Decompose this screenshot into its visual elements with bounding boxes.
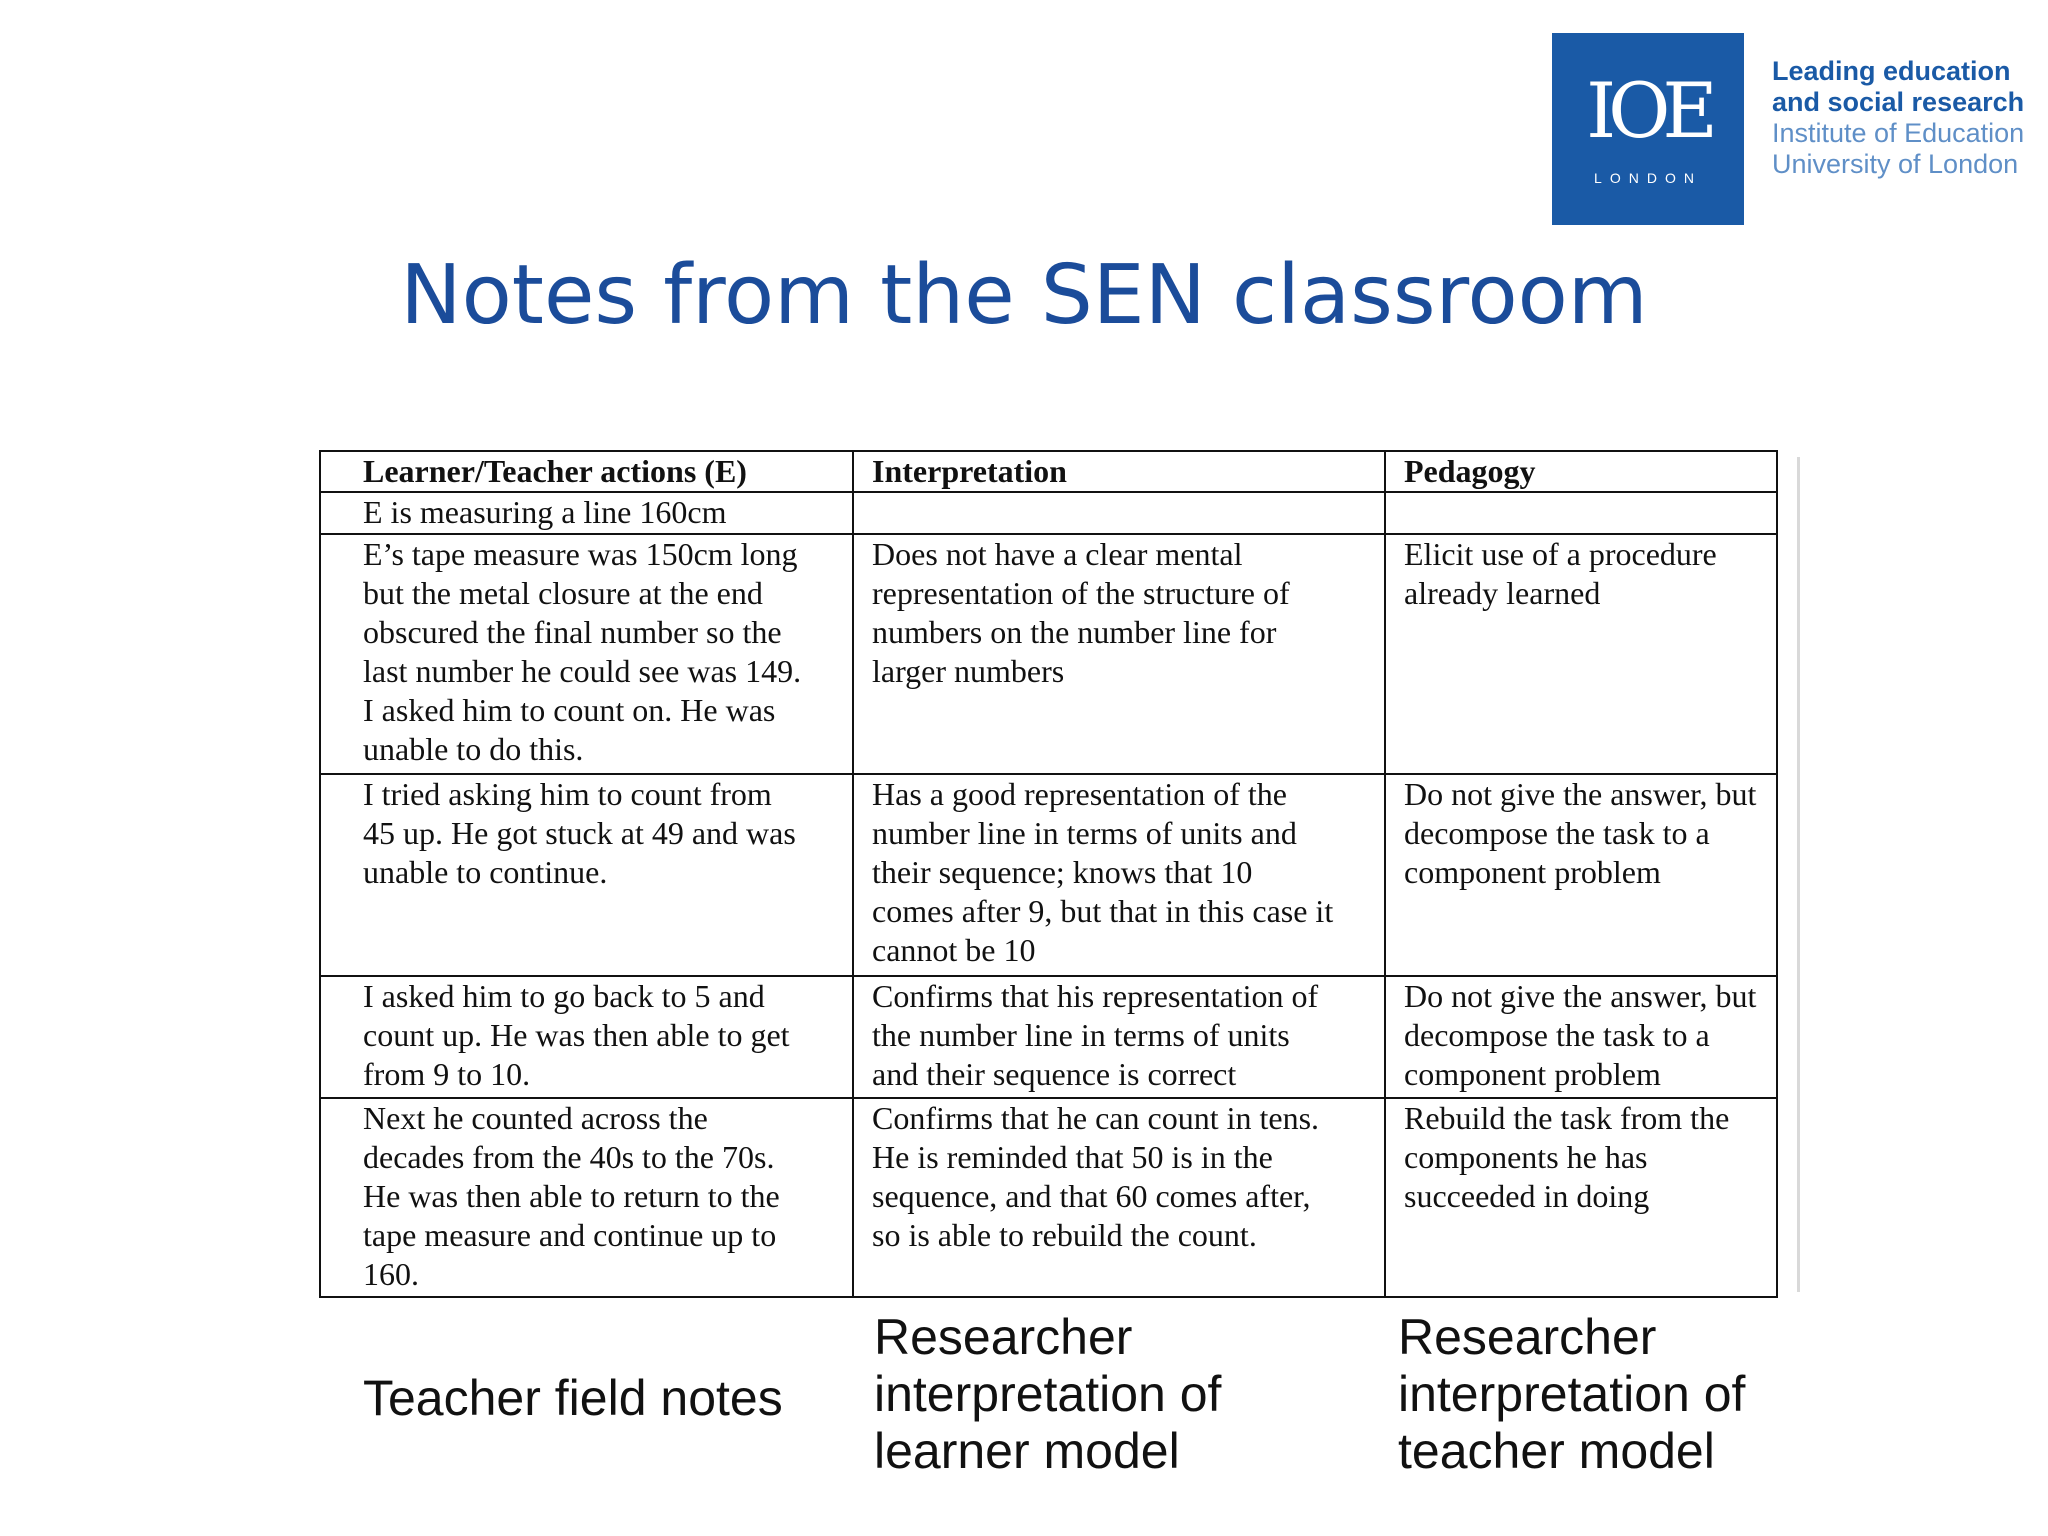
tagline-line-3: Institute of Education (1772, 118, 2025, 148)
ioe-logo (1552, 33, 1744, 225)
logo-tagline (1772, 56, 2032, 180)
table-cell: Elicit use of a procedure already learned (1404, 536, 1717, 611)
slide-title: Notes from the SEN classroom (400, 248, 1648, 343)
table-cell: I asked him to go back to 5 and count up. He was then able to get from 9 to 10. (363, 978, 790, 1092)
header-learner-teacher-actions: Learner/Teacher actions (E) (320, 451, 853, 492)
table-cell: Confirms that he can count in tens. He is reminded that 50 is in the sequence, and that 60 comes after, so is able to rebuild the count. (872, 1100, 1320, 1253)
table-cell: E’s tape measure was 150cm long but the metal closure at the end obscured the final number so the last number he could see was 149. I asked him to count on. He was unable to do this. (363, 536, 802, 767)
table-cell: Do not give the answer, but decompose the task to a component problem (1404, 978, 1757, 1092)
tagline-line-1: Leading education (1772, 56, 2011, 86)
table-cell: Confirms that his representation of the number line in terms of units and their sequence is correct (872, 978, 1319, 1092)
table-cell: E is measuring a line 160cm (363, 494, 727, 530)
table-cell: Next he counted across the decades from the 40s to the 70s. He was then able to return to the tape measure and continue up to 160. (363, 1100, 780, 1292)
header-interpretation: Interpretation (853, 451, 1385, 492)
table-header-row (320, 451, 1777, 492)
tagline-line-4: University of London (1772, 149, 2019, 179)
header-pedagogy: Pedagogy (1385, 451, 1777, 492)
table-row (320, 492, 1777, 534)
logo-sub: LONDON (1594, 170, 1702, 186)
logo-mark: IOE (1586, 66, 1710, 155)
tagline-line-2: and social research (1772, 87, 2025, 117)
table-row (320, 774, 1777, 976)
divider (1797, 457, 1800, 1292)
table-cell: Has a good representation of the number line in terms of units and their sequence; knows that 10 comes after 9, but that in this case it cannot be 10 (872, 776, 1334, 968)
table-cell: Do not give the answer, but decompose the task to a component problem (1404, 776, 1757, 890)
table-cell: I tried asking him to count from 45 up. He got stuck at 49 and was unable to continue. (363, 776, 796, 890)
caption-learner-model: Researcher interpretation of learner model (874, 1309, 1222, 1479)
table-cell: Does not have a clear mental representation of the structure of numbers on the number line for larger numbers (872, 536, 1290, 689)
caption-teacher-model: Researcher interpretation of teacher model (1398, 1309, 1746, 1479)
table-row (320, 976, 1777, 1098)
table-row (320, 534, 1777, 774)
caption-teacher-field-notes: Teacher field notes (363, 1370, 783, 1426)
table-row (320, 1098, 1777, 1297)
notes-table (319, 450, 1778, 1298)
table-cell: Rebuild the task from the components he has succeeded in doing (1404, 1100, 1730, 1214)
